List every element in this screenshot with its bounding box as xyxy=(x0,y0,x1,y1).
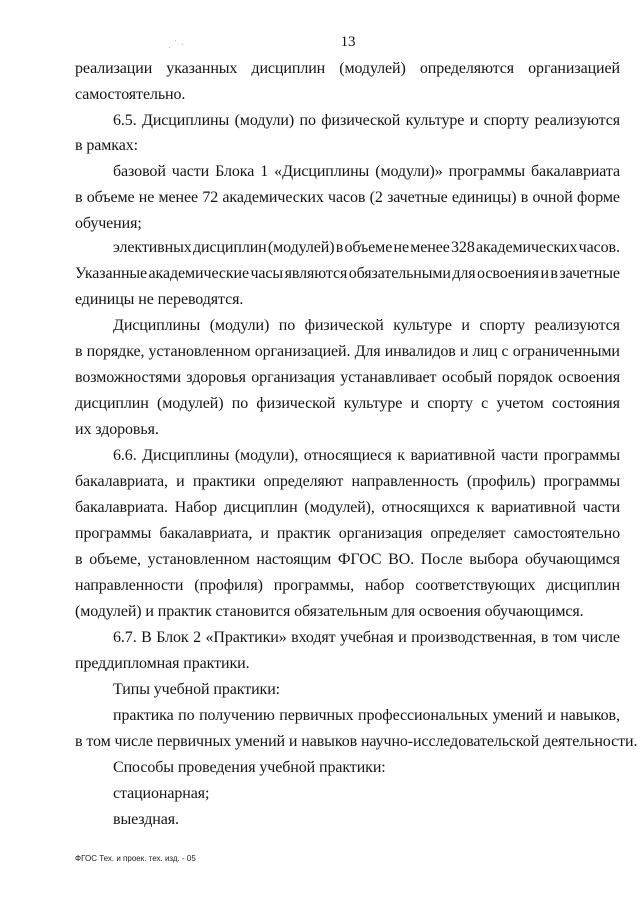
word: программы xyxy=(543,447,620,464)
text-line xyxy=(75,523,620,545)
text-line: самостоятельно. xyxy=(75,86,186,103)
text-line: стационарная; xyxy=(113,785,210,802)
word: дисциплин xyxy=(251,60,326,77)
text-line xyxy=(75,393,620,415)
word: очной xyxy=(532,189,573,206)
word: бакалавриата. xyxy=(75,499,168,516)
word: набор xyxy=(364,577,405,594)
word: в xyxy=(75,343,83,360)
scan-speck xyxy=(169,47,170,48)
word: (модули) xyxy=(234,112,295,129)
word: культуре xyxy=(393,317,452,334)
word: (профиля) xyxy=(194,577,263,594)
word: спорту xyxy=(483,112,530,129)
word: организация xyxy=(251,369,335,386)
word: 6.5. xyxy=(113,112,137,129)
word: и xyxy=(540,265,549,282)
word: лиц xyxy=(472,343,498,360)
word: часов xyxy=(328,189,366,206)
word: умений xyxy=(492,707,543,724)
word: «Практики» xyxy=(205,629,287,646)
word: самостоятельно xyxy=(513,525,620,542)
word: организацией. xyxy=(254,343,351,360)
word: физической xyxy=(321,112,401,129)
word: и xyxy=(461,317,470,334)
word: программы, xyxy=(273,577,355,594)
footer-code: ФГОС Тех. и проек. тех. изд. - 05 xyxy=(75,854,196,863)
word: форме xyxy=(577,189,620,206)
word: учебная xyxy=(340,629,394,646)
word: академических xyxy=(476,239,578,256)
word: бакалавриата, xyxy=(159,525,253,542)
word: определяет xyxy=(430,525,506,542)
word: с xyxy=(481,395,489,412)
word: к xyxy=(397,447,405,464)
text-line: (модулей) и практик становится обязательным для освоения обучающимся. xyxy=(75,603,584,620)
text-line: Способы проведения учебной практики: xyxy=(113,759,386,776)
word: 2 xyxy=(193,629,201,646)
word: по xyxy=(299,112,316,129)
word: Блок xyxy=(156,629,189,646)
word: относящиеся xyxy=(303,447,392,464)
word: получению xyxy=(199,707,275,724)
word: объеме, xyxy=(89,551,141,568)
word: реализуются xyxy=(534,317,620,334)
word: программы xyxy=(75,525,152,542)
text-line: их здоровья. xyxy=(75,421,159,438)
word: и xyxy=(260,525,269,542)
word: освоения xyxy=(558,369,620,386)
text-line xyxy=(113,705,620,727)
text-line xyxy=(113,110,620,132)
word: академические xyxy=(148,265,249,282)
word: Для xyxy=(354,343,381,360)
word: бакалавриата xyxy=(530,163,620,180)
word: менее xyxy=(410,239,450,256)
word: и xyxy=(547,707,556,724)
word: являются xyxy=(284,265,348,282)
word: (модулей), xyxy=(304,499,375,516)
word: программы xyxy=(448,163,525,180)
text-line xyxy=(75,263,620,285)
text-line xyxy=(113,237,620,259)
word: особый xyxy=(441,369,493,386)
word: в xyxy=(75,551,83,568)
word: практик xyxy=(276,525,331,542)
word: Дисциплины xyxy=(142,112,230,129)
text-line xyxy=(113,445,620,467)
word: В xyxy=(141,629,152,646)
word: с xyxy=(501,343,509,360)
word: части xyxy=(500,447,539,464)
word: ограниченными xyxy=(512,343,620,360)
word: После xyxy=(420,551,463,568)
word: элективных xyxy=(113,239,192,256)
word: инвалидов xyxy=(384,343,456,360)
word: входят xyxy=(291,629,336,646)
word: зачетные xyxy=(387,189,448,206)
word: Набор xyxy=(174,499,218,516)
word: в xyxy=(540,629,549,646)
word: устанавливает xyxy=(340,369,437,386)
word: спорту xyxy=(479,317,526,334)
text-line xyxy=(75,471,620,493)
word: направленность xyxy=(351,473,459,490)
word: ВО. xyxy=(388,551,415,568)
word: 328 xyxy=(451,239,475,256)
word: (профиль) xyxy=(466,473,536,490)
word: установленном xyxy=(147,551,250,568)
word: (модулей) xyxy=(156,395,224,412)
word: порядок xyxy=(497,369,553,386)
word: 72 xyxy=(202,189,219,206)
word: части xyxy=(171,163,210,180)
word: 6.6. xyxy=(113,447,137,464)
word: учетом xyxy=(496,395,544,412)
word: части xyxy=(582,499,620,516)
word: освоения xyxy=(477,265,539,282)
word: дисциплин xyxy=(546,577,620,594)
word: и xyxy=(398,629,407,646)
word: по xyxy=(178,707,195,724)
word: менее xyxy=(158,189,199,206)
word: организация xyxy=(338,525,423,542)
word: порядке, xyxy=(86,343,145,360)
text-line xyxy=(75,367,620,389)
text-line xyxy=(75,58,620,80)
text-line xyxy=(75,575,620,597)
word: не xyxy=(393,239,409,256)
word: дисциплин xyxy=(192,239,267,256)
word: Указанные xyxy=(75,265,148,282)
word: (2 xyxy=(369,189,383,206)
word: часы xyxy=(250,265,284,282)
word: вариативной xyxy=(491,499,576,516)
word: объеме xyxy=(86,189,135,206)
text-line: Типы учебной практики: xyxy=(113,681,281,698)
word: ФГОС xyxy=(337,551,382,568)
word: для xyxy=(452,265,476,282)
word: вариативной xyxy=(410,447,496,464)
word: здоровья xyxy=(186,369,246,386)
word: (модулей) xyxy=(339,60,406,77)
word: выбора xyxy=(469,551,519,568)
word: по xyxy=(231,395,249,412)
word: объеме xyxy=(344,239,393,256)
word: в xyxy=(75,189,83,206)
text-line xyxy=(75,497,620,519)
word: (модулей) xyxy=(267,239,335,256)
word: числе xyxy=(581,629,620,646)
word: (модули) xyxy=(209,317,270,334)
word: и xyxy=(410,395,419,412)
text-line xyxy=(75,187,620,209)
word: реализуются xyxy=(534,112,620,129)
word: в xyxy=(335,239,344,256)
text-line xyxy=(113,627,620,649)
word: 1 xyxy=(260,163,269,180)
word: по xyxy=(278,317,296,334)
text-line xyxy=(75,549,620,571)
word: обучающимся xyxy=(524,551,620,568)
text-line: обучения; xyxy=(75,215,142,232)
word: установленном xyxy=(148,343,251,360)
word: практики xyxy=(192,473,256,490)
word: дисциплин xyxy=(75,395,149,412)
text-line xyxy=(75,341,620,363)
word: Дисциплины xyxy=(113,317,201,334)
word: профессиональных xyxy=(358,707,489,724)
word: и xyxy=(459,343,469,360)
word: 6.7. xyxy=(113,629,137,646)
word: возможностями xyxy=(75,369,181,386)
word: часов. xyxy=(578,239,620,256)
word: в xyxy=(550,265,558,282)
word: базовой xyxy=(113,163,166,180)
word: не xyxy=(138,189,155,206)
word: (модули), xyxy=(234,447,299,464)
word: относящихся xyxy=(381,499,470,516)
word: к xyxy=(476,499,485,516)
word: определяются xyxy=(419,60,515,77)
word: «Дисциплины xyxy=(274,163,370,180)
word: зачетные xyxy=(559,265,620,282)
text-line: преддипломная практики. xyxy=(75,655,250,672)
word: программы xyxy=(543,473,620,490)
page-number: 13 xyxy=(340,34,356,50)
word: в xyxy=(520,189,529,206)
word: и xyxy=(469,112,479,129)
word: и xyxy=(176,473,185,490)
word: состояния xyxy=(551,395,620,412)
word: Блока xyxy=(215,163,255,180)
word: бакалавриата, xyxy=(75,473,168,490)
word: физической xyxy=(256,395,336,412)
word: (модули)» xyxy=(375,163,443,180)
word: определяют xyxy=(263,473,344,490)
text-line: единицы не переводятся. xyxy=(75,291,244,308)
text-line: в том числе первичных умений и навыков научно-исследовательской деятельности. xyxy=(75,733,638,750)
word: культуре xyxy=(343,395,403,412)
word: физической xyxy=(304,317,384,334)
word: дисциплин xyxy=(223,499,298,516)
word: практика xyxy=(113,707,174,724)
word: спорту xyxy=(427,395,473,412)
word: настоящим xyxy=(256,551,332,568)
word: обязательными xyxy=(348,265,451,282)
text-line: в рамках: xyxy=(75,137,138,154)
word: организацией xyxy=(528,60,620,77)
word: первичных xyxy=(279,707,354,724)
word: реализации xyxy=(75,60,153,77)
scan-speck xyxy=(182,44,183,45)
word: том xyxy=(552,629,578,646)
word: культуре xyxy=(405,112,465,129)
word: Дисциплины xyxy=(142,447,230,464)
word: направленности xyxy=(75,577,184,594)
text-line: выездная. xyxy=(113,811,179,828)
word: производственная, xyxy=(411,629,537,646)
word: указанных xyxy=(166,60,238,77)
word: единицы) xyxy=(451,189,517,206)
word: академических xyxy=(222,189,324,206)
word: навыков, xyxy=(560,707,620,724)
text-line xyxy=(113,161,620,183)
text-line xyxy=(113,315,620,337)
word: соответствующих xyxy=(415,577,536,594)
scan-speck xyxy=(175,40,176,41)
